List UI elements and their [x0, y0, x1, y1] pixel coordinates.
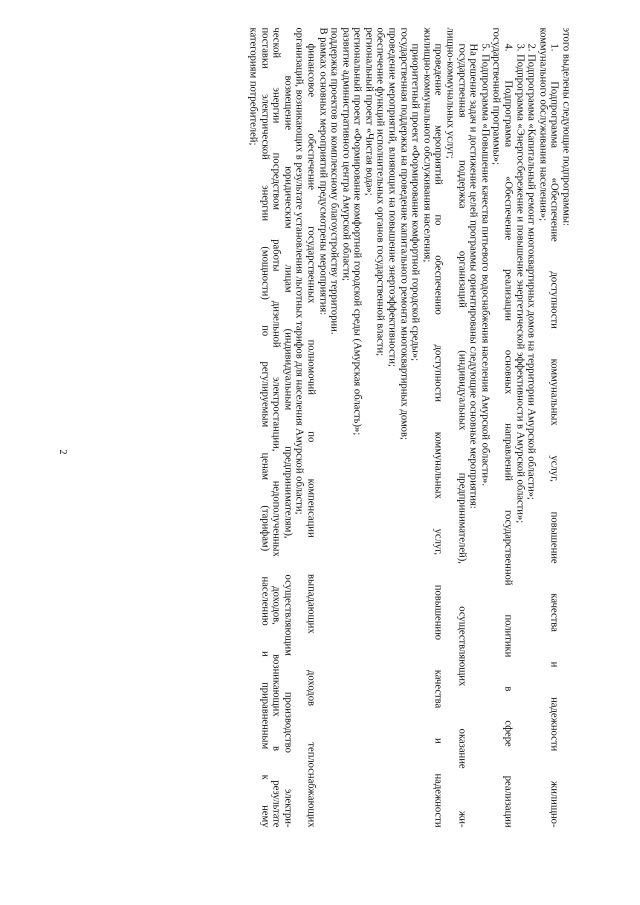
text-line: лищно-коммунальных услуг;	[444, 27, 456, 159]
text-line: проведение мероприятий по обеспечению доступности коммунальных услуг, повышению качества и надежности	[432, 43, 444, 828]
text-line: ческой энергии посредством работы дизельной электростанции, недополученных доходов, возникающих в результате	[270, 27, 282, 828]
page-number: 2	[57, 449, 68, 455]
text-line: 1. Подпрограмма «Обеспечение доступности коммунальных услуг, повышение качества и надежности жилищно-	[548, 43, 560, 828]
text-line: государственной программы»;	[490, 27, 502, 166]
text-line: обеспечение функций исполнительных органов государственной власти;	[375, 27, 386, 357]
text-line: проведение мероприятий, влияющих на повышение энергоэффективности;	[386, 27, 398, 367]
text-line: категориям потребителей;	[247, 27, 259, 146]
text-line: В рамках основных мероприятий предусмотрены мероприятия:	[317, 27, 329, 316]
text-line: этого выделены следующие подпрограммы:	[560, 27, 572, 226]
text-line: 2. Подпрограмма «Капитальный ремонт многоквартирных домов на территории Амурской области»;	[525, 43, 537, 500]
text-line: На решение задач и достижение целей программы ориентированы следующие основные мероприятия:	[467, 43, 479, 509]
text-line: жилищно-коммунального обслуживания населения;	[421, 27, 433, 263]
text-line: возмещение юридическим лицам (индивидуальным предпринимателям), осуществляющим производство электри-	[282, 75, 294, 828]
text-line: 4. Подпрограмма «Обеспечение реализации основных направлений государственной политики в сфере реализации	[502, 43, 514, 828]
text-line: региональный проект «Чистая вода»;	[363, 27, 375, 196]
text-line: поддержка проектов по комплексному благоустройству территории.	[328, 27, 340, 335]
document-body	[127, 28, 572, 828]
text-line: 3. Подпрограмма «Энергосбережение и повышение энергетической эффективности в Амурской области»;	[514, 43, 526, 524]
text-line: финансовое обеспечение государственных полномочий по компенсации выпадающих доходов теплоснабжающих	[305, 43, 317, 828]
text-line: коммунального обслуживания населения»;	[537, 27, 549, 222]
text-line: региональный проект «Формирование комфортной городской среды (Амурская область)»;	[351, 27, 363, 436]
text-line: приоритетный проект «Формирование комфортной городской среды»;	[409, 43, 421, 362]
text-line: поставки электрической энергии (мощности) по регулируемым ценам (тарифам) населению и приравненным к нему	[259, 27, 271, 828]
text-line: государственная поддержка организаций (индивидуальных предпринимателей), осуществляющих оказание жи-	[456, 43, 468, 828]
text-line: государственная поддержка на проведение капитального ремонта многоквартирных домов;	[398, 27, 410, 440]
text-line: развитие административного центра Амурской области;	[340, 27, 352, 281]
text-line: организаций, возникающих в результате установления льготных тарифов для населения Амурской области;	[293, 27, 305, 515]
text-line: 5. Подпрограмма «Повышение качества питьевого водоснабжения населения Амурской области».	[479, 43, 491, 486]
